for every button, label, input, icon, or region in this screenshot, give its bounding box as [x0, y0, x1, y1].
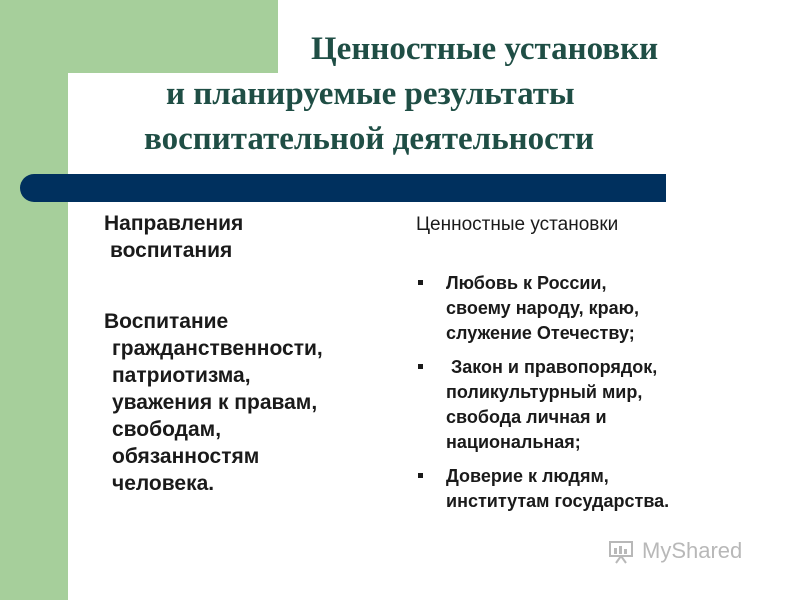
left-para-line: свободам, [112, 418, 222, 441]
list-item-line: служение Отечеству; [446, 323, 635, 343]
list-item-line: своему народу, краю, [446, 298, 640, 318]
list-item-line: свобода личная и [446, 407, 607, 427]
title-line-1: Ценностные установки [311, 31, 659, 67]
left-para-line: патриотизма, [112, 364, 251, 387]
left-para-line: обязанностям [112, 445, 260, 468]
divider-bar [20, 174, 666, 202]
green-top-band [0, 0, 278, 73]
title-line-2: и планируемые результаты [166, 76, 575, 112]
left-heading-line-1: Направления [104, 212, 244, 235]
bullet-icon [418, 280, 423, 285]
list-item-line: поликультурный мир, [446, 382, 643, 402]
myshared-logo-icon [608, 540, 636, 564]
left-para-line: уважения к правам, [112, 391, 318, 414]
watermark [608, 538, 742, 564]
list-item-line: Любовь к России, [446, 273, 607, 293]
list-item-line: Доверие к людям, [446, 466, 609, 486]
right-heading: Ценностные установки [416, 214, 619, 235]
watermark-text: MyShared [642, 538, 743, 563]
values-list [416, 271, 736, 514]
left-paragraph [104, 308, 404, 497]
list-item [416, 464, 736, 514]
left-para-line: Воспитание [104, 310, 229, 333]
right-column [416, 213, 736, 523]
left-heading [104, 210, 404, 264]
bullet-icon [418, 473, 423, 478]
list-item-line: национальная; [446, 432, 581, 452]
title-line-3: воспитательной деятельности [144, 121, 595, 157]
list-item [416, 271, 736, 346]
bullet-icon [418, 364, 423, 369]
list-item [416, 355, 736, 455]
left-para-line: человека. [112, 472, 215, 495]
green-side-band [0, 0, 68, 600]
left-heading-line-2: воспитания [110, 239, 233, 262]
left-para-line: гражданственности, [112, 337, 323, 360]
list-item-line: институтам государства. [446, 491, 670, 511]
list-item-line: Закон и правопорядок, [446, 357, 658, 377]
left-column [104, 210, 404, 497]
